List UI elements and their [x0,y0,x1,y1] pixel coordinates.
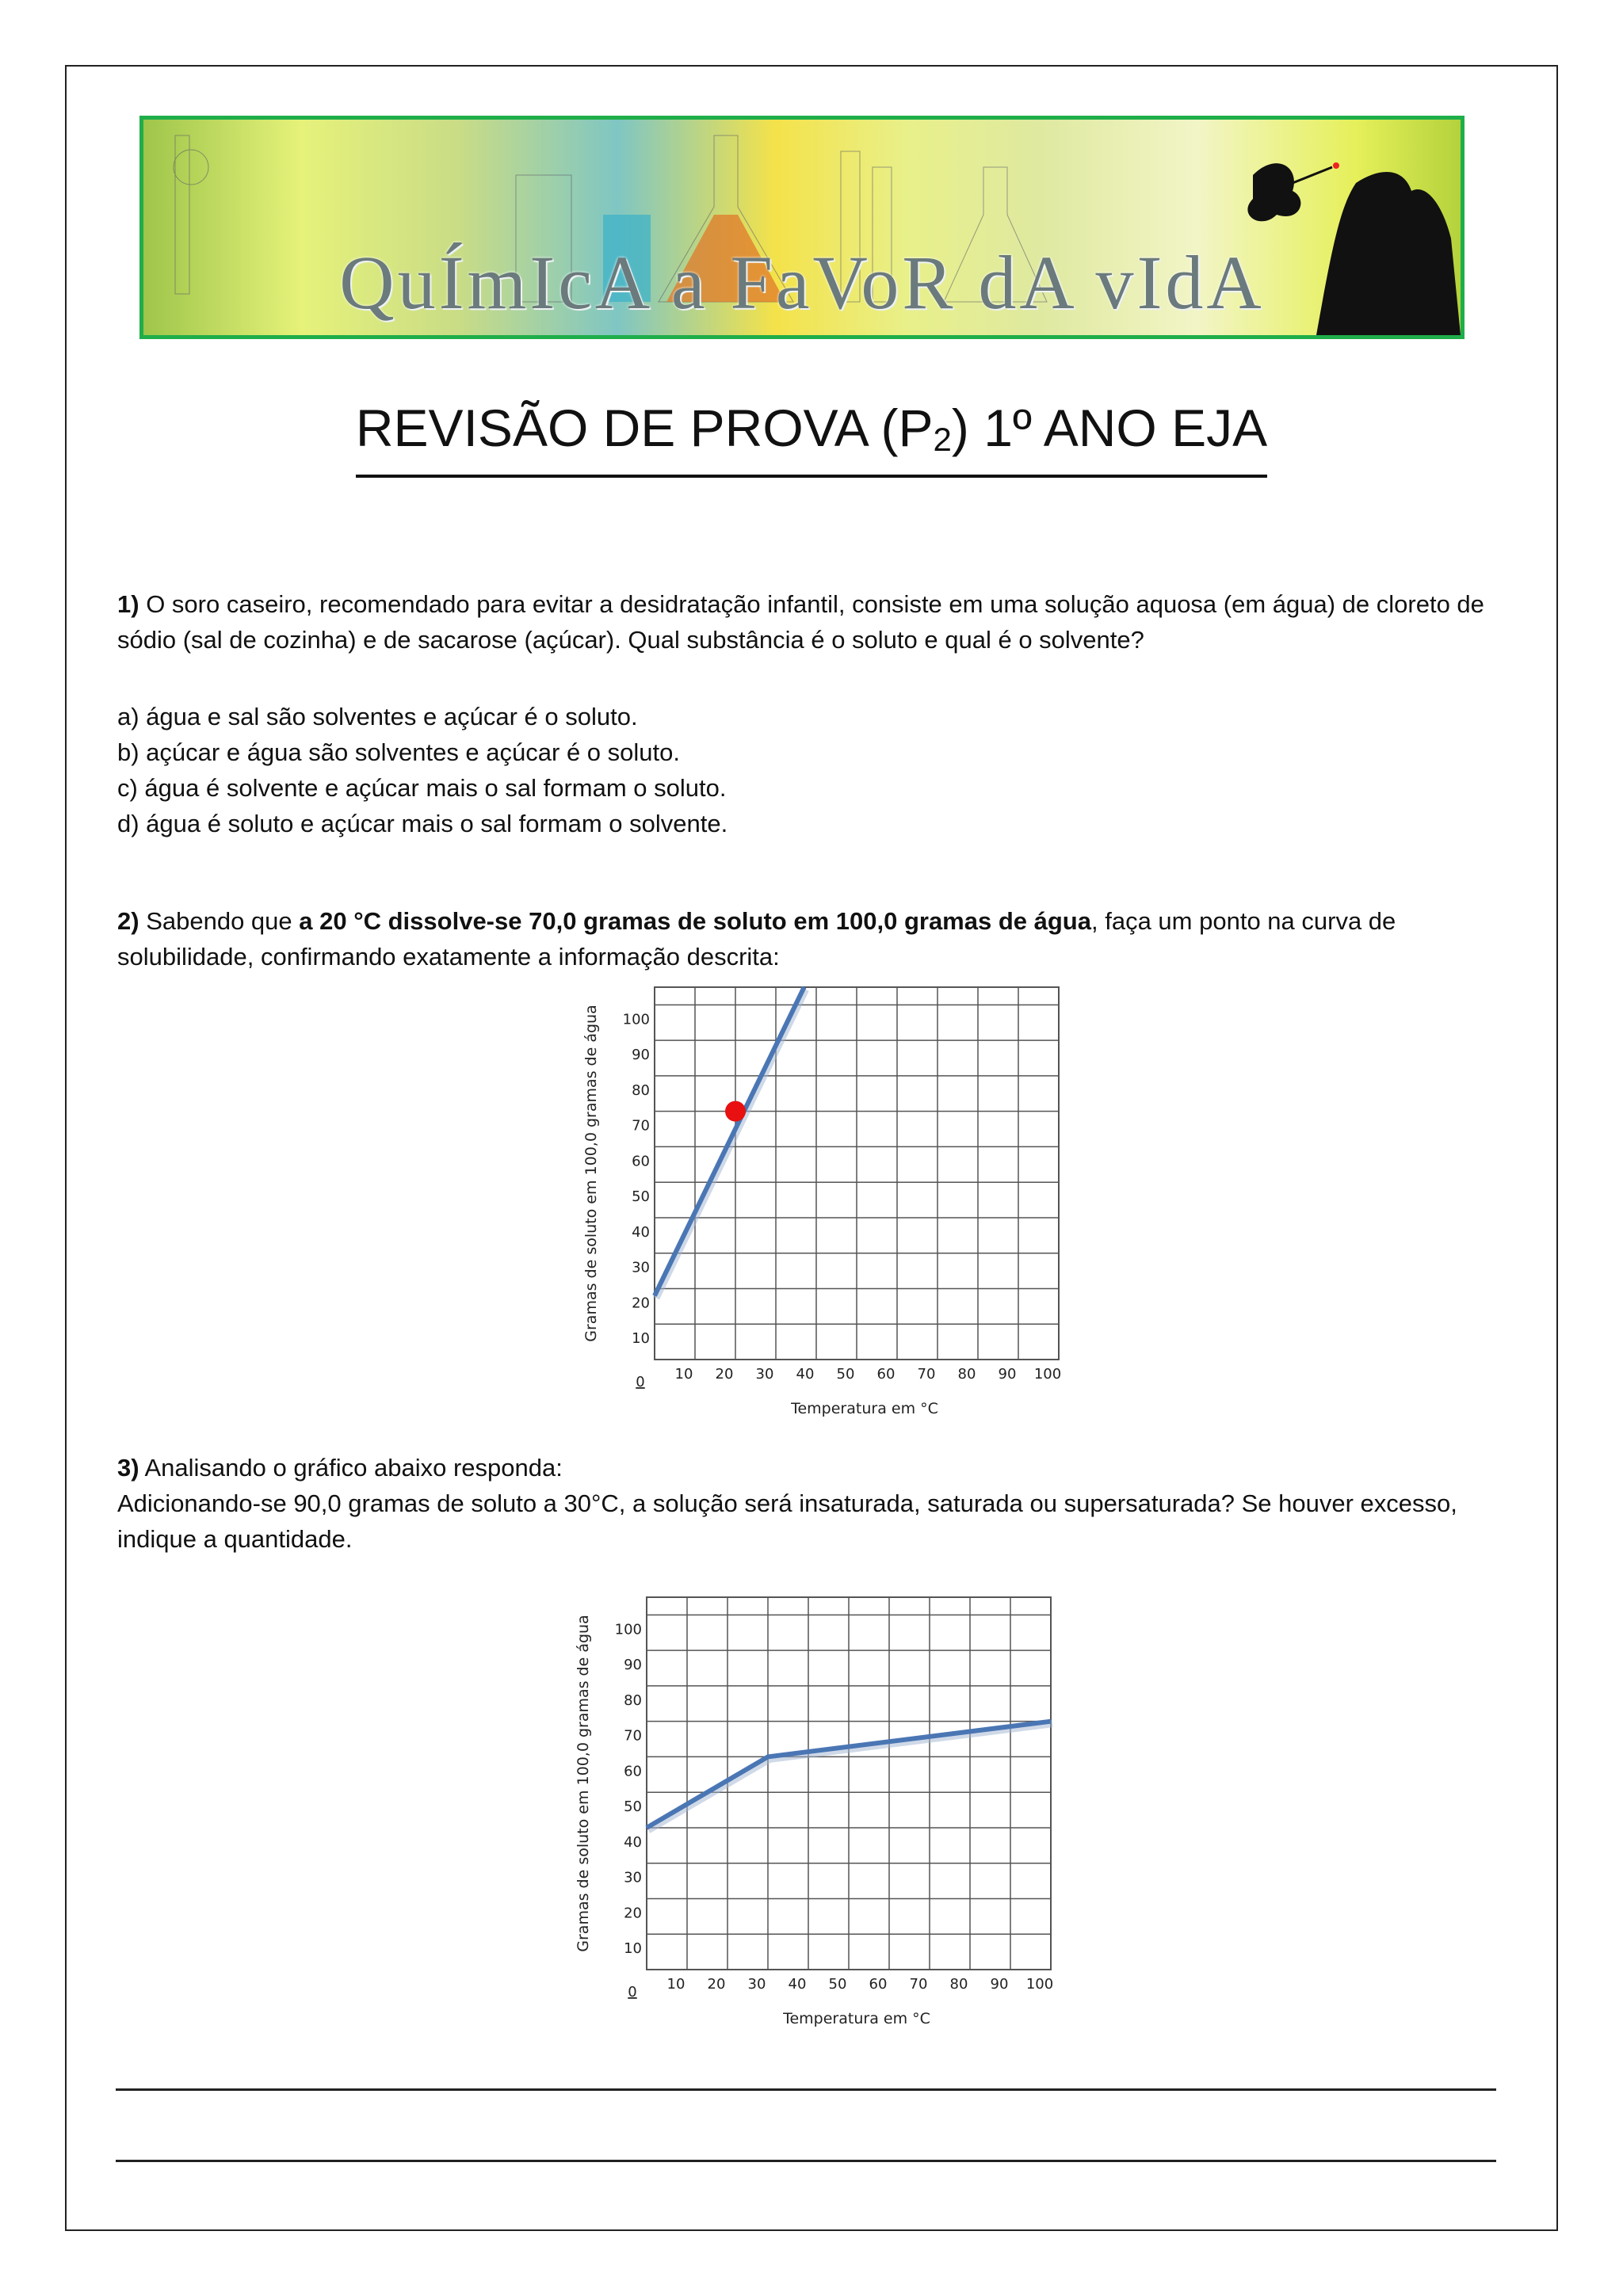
option-d: d) água é soluto e açúcar mais o sal formam o solvente. [117,810,728,837]
x-tick-label: 90 [990,1976,1009,1993]
x-tick-label: 10 [674,1366,693,1383]
question-text: O soro caseiro, recomendado para evitar a desidratação infantil, consiste em uma solução aquosa (em água) de cloreto de sódio (sal de cozinha) e de sacarose (açúcar). Qual substância é o soluto e qual é o solvente? [117,590,1484,654]
question-text: Adicionando-se 90,0 gramas de soluto a 30°C, a solução será insaturada, saturada ou supersaturada? Se houver excesso, indique a quantidade. [117,1489,1457,1553]
y-tick-label: 60 [632,1153,650,1170]
y-tick-label: 40 [624,1833,642,1851]
x-tick-label: 90 [998,1366,1017,1383]
y-tick-label: 20 [624,1905,642,1922]
solubility-chart-q3 [563,1585,1070,2028]
question-text-bold: a 20 °C dissolve-se 70,0 gramas de soluto em 100,0 gramas de água [299,907,1091,935]
y-tick-label: 80 [624,1691,642,1709]
x-tick-label: 30 [747,1976,766,1993]
question-number: 3) [117,1454,139,1482]
option-b: b) açúcar e água são solventes e açúcar é o soluto. [117,738,680,766]
origin-label: 0 [628,1984,637,2000]
solubility-chart-q2 [571,974,1078,1418]
question-text-post: , faça um ponto na curva de solubilidade, confirmando exatamente a informação descrita: [117,907,1396,971]
x-tick-label: 100 [1033,1366,1062,1383]
y-tick-label: 70 [624,1727,642,1745]
option-c: c) água é solvente e açúcar mais o sal formam o soluto. [117,774,727,802]
y-tick-label: 50 [624,1798,642,1816]
x-tick-label: 20 [707,1976,726,1993]
y-tick-label: 30 [624,1869,642,1886]
question-3 [117,1450,1509,1557]
x-tick-label: 80 [949,1976,968,1993]
banner-title: QuÍmIcA a FaVoR dA vIdA [339,240,1265,325]
answer-line-2[interactable] [116,2160,1496,2162]
y-tick-label: 90 [624,1657,642,1674]
question-intro: Analisando o gráfico abaixo responda: [144,1454,563,1482]
x-tick-label: 40 [796,1366,815,1383]
y-tick-label: 10 [624,1940,642,1958]
origin-label: 0 [636,1374,645,1390]
x-tick-label: 60 [876,1366,896,1383]
y-axis-label: Gramas de soluto em 100,0 gramas de água [575,1615,592,1952]
y-tick-label: 20 [632,1295,650,1312]
y-tick-label: 40 [632,1223,650,1241]
y-tick-label: 100 [614,1621,642,1638]
y-tick-label: 100 [622,1011,650,1028]
question-number: 1) [117,590,139,618]
y-tick-label: 10 [632,1330,650,1348]
x-tick-label: 70 [917,1366,936,1383]
highlight-point [725,1101,746,1122]
question-2 [117,903,1509,974]
option-a: a) água e sal são solventes e açúcar é o soluto. [117,703,638,730]
header-banner [139,116,1465,339]
y-tick-label: 60 [624,1763,642,1780]
answer-line-1[interactable] [116,2088,1496,2091]
x-tick-label: 50 [836,1366,855,1383]
x-axis-label: Temperatura em °C [791,1400,938,1417]
y-axis-label: Gramas de soluto em 100,0 gramas de água [582,1005,600,1342]
y-tick-label: 90 [632,1047,650,1064]
x-tick-label: 70 [909,1976,928,1993]
y-tick-label: 70 [632,1117,650,1135]
x-tick-label: 20 [715,1366,734,1383]
x-tick-label: 50 [828,1976,847,1993]
x-tick-label: 80 [957,1366,976,1383]
x-tick-label: 30 [755,1366,774,1383]
y-tick-label: 50 [632,1188,650,1206]
y-tick-label: 30 [632,1259,650,1276]
question-number: 2) [117,907,139,935]
x-axis-label: Temperatura em °C [783,2010,930,2027]
question-text-pre: Sabendo que [146,907,300,935]
y-tick-label: 80 [632,1081,650,1099]
page-title: REVISÃO DE PROVA $(P_2)$ 1º ANO EJA [0,396,1623,478]
question-1-options [117,699,1509,841]
x-tick-label: 40 [788,1976,807,1993]
x-tick-label: 100 [1025,1976,1054,1993]
x-tick-label: 60 [869,1976,888,1993]
x-tick-label: 10 [666,1976,685,1993]
question-1 [117,586,1509,658]
